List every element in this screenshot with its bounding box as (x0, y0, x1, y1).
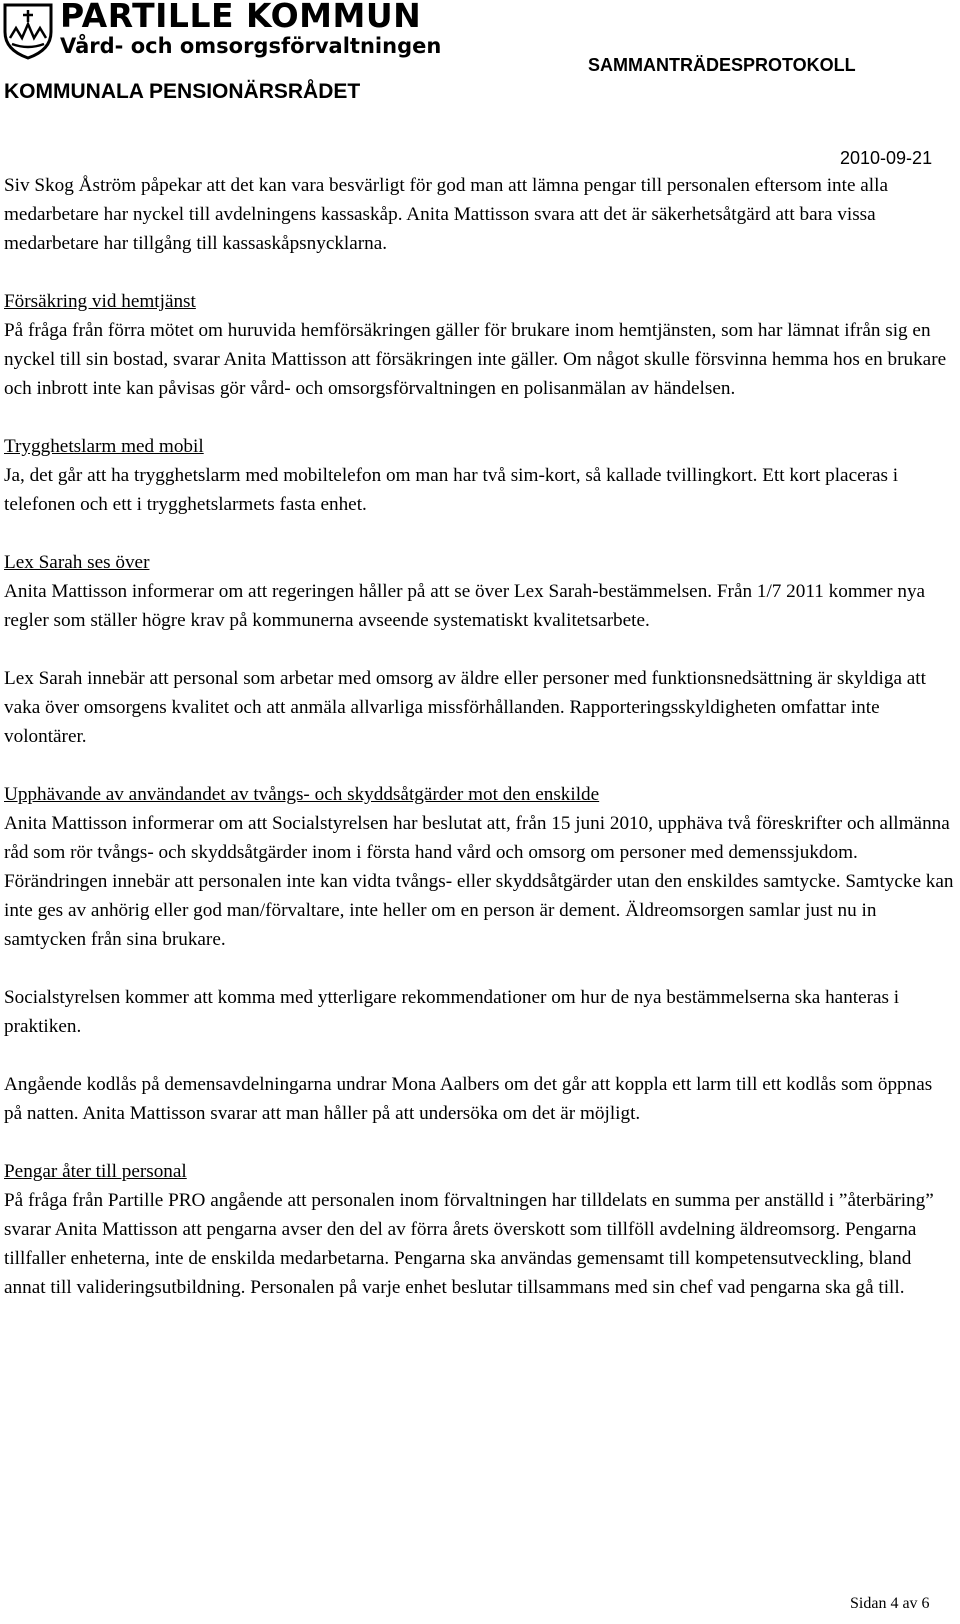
document-type: SAMMANTRÄDESPROTOKOLL (588, 55, 856, 75)
document-body (4, 171, 954, 1302)
section-heading-pengar: Pengar åter till personal (4, 1161, 187, 1182)
section-heading-trygghetslarm: Trygghetslarm med mobil (4, 436, 204, 457)
section-text-upphavande-3: Angående kodlås på demensavdelningarna undrar Mona Aalbers om det går att koppla ett larm till ett kodlås som öppnas på natten. Anita Mattisson svarar att man håller på att undersöka om det är möjligt. (4, 1074, 933, 1124)
section-text-lex-sarah-2: Lex Sarah innebär att personal som arbetar med omsorg av äldre eller personer med funktionsnedsättning är skyldiga att vaka över omsorgens kvalitet och att anmäla allvarliga missförhållanden. Rapporteringsskyldigheten omfattar inte volontärer. (4, 668, 926, 747)
section-text-upphavande-2: Socialstyrelsen kommer att komma med ytterligare rekommendationer om hur de nya bestämmelserna ska hanteras i praktiken. (4, 987, 900, 1037)
org-unit: Vård- och omsorgsförvaltningen (60, 34, 442, 58)
section-heading-upphavande: Upphävande av användandet av tvångs- och skyddsåtgärder mot den enskilde (4, 784, 600, 805)
page-number: Sidan 4 av 6 (850, 1595, 930, 1612)
partille-kommun-logo (2, 2, 54, 60)
intro-paragraph: Siv Skog Åström påpekar att det kan vara besvärligt för god man att lämna pengar till personalen eftersom inte alla medarbetare har nyckel till avdelningens kassaskåp. Anita Mattisson svara att det är säkerhetsåtgärd att bara vissa medarbetare har tillgång till kassaskåpsnycklarna. (4, 175, 888, 254)
section-text-forsakring: På fråga från förra mötet om huruvida hemförsäkringen gäller för brukare inom hemtjänsten, som har lämnat ifrån sig en nyckel till sin bostad, svarar Anita Mattisson att försäkringen inte gäller. Om något skulle försvinna hemma hos en brukare och inbrott inte kan påvisas gör vård- och omsorgsförvaltningen en polisanmälan av händelsen. (4, 320, 947, 399)
section-text-pengar: På fråga från Partille PRO angående att personalen inom förvaltningen har tilldelats en summa per anställd i ”återbäring” svarar Anita Mattisson att pengarna avser den del av förra årets överskott som tillföll avdelning äldreomsorg. Pengarna tillfaller enheterna, inte de enskilda medarbetarna. Pengarna ska användas gemensamt till kompetensutveckling, bland annat till valideringsutbildning. Personalen på varje enhet beslutar tillsammans med sin chef vad pengarna ska gå till. (4, 1190, 934, 1298)
council-name: KOMMUNALA PENSIONÄRSRÅDET (4, 80, 361, 103)
section-text-upphavande: Anita Mattisson informerar om att Socialstyrelsen har beslutat att, från 15 juni 2010, upphäva två föreskrifter och allmänna råd som rör tvångs- och skyddsåtgärder inom i första hand vård och omsorg om personer med demenssjukdom. Förändringen innebär att personalen inte kan vidta tvångs- eller skyddsåtgärder utan den enskildes samtycke. Samtycke kan inte ges av anhörig eller god man/förvaltare, inte heller om en person är dement. Äldreomsorgen samlar just nu in samtycken från sina brukare. (4, 813, 954, 950)
meeting-date: 2010-09-21 (840, 148, 933, 168)
section-text-trygghetslarm: Ja, det går att ha trygghetslarm med mobiltelefon om man har två sim-kort, så kallade tvillingkort. Ett kort placeras i telefonen och ett i trygghetslarmets fasta enhet. (4, 465, 899, 515)
org-name: PARTILLE KOMMUN (60, 0, 422, 35)
section-text-lex-sarah: Anita Mattisson informerar om att regeringen håller på att se över Lex Sarah-bestämmelsen. Från 1/7 2011 kommer nya regler som ställer högre krav på kommunerna avseende systematiskt kvalitetsarbete. (4, 581, 926, 631)
section-heading-lex-sarah: Lex Sarah ses över (4, 552, 150, 573)
section-heading-forsakring: Försäkring vid hemtjänst (4, 291, 196, 312)
